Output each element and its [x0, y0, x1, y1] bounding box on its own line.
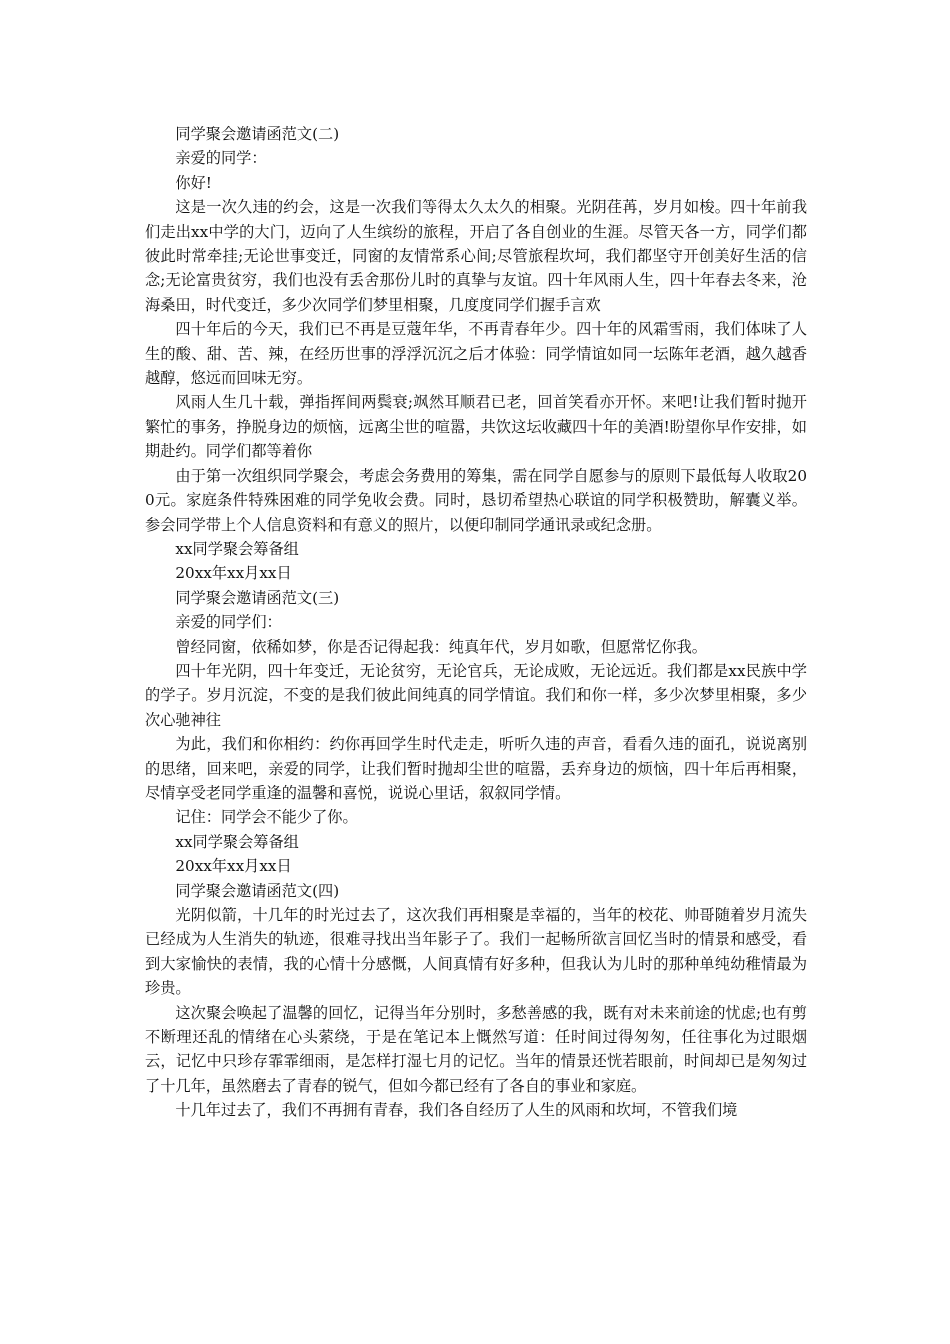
greeting: 你好!	[175, 173, 212, 192]
body-paragraph: 这次聚会唤起了温馨的回忆，记得当年分别时，多愁善感的我，既有对未来前途的忧虑;也有剪不断理还乱的情绪在心头萦绕，于是在笔记本上慨然写道：任时间过得匆匆，任往事化为过眼烟云，记忆中只珍存霏霏细雨，是怎样打湿七月的记忆。当年的情景还恍若眼前，时间却已是匆匆过了十几年，虽然磨去了青春的锐气，但如今都已经有了各自的事业和家庭。	[145, 1003, 807, 1095]
signature-organizer: xx同学聚会筹备组	[175, 832, 299, 851]
body-paragraph: 由于第一次组织同学聚会，考虑会务费用的筹集，需在同学自愿参与的原则下最低每人收取200元。家庭条件特殊困难的同学免收会费。同时，恳切希望热心联谊的同学积极赞助，解囊义举。参会同学带上个人信息资料和有意义的照片，以便印制同学通讯录或纪念册。	[145, 466, 807, 534]
body-paragraph: 曾经同窗，依稀如梦，你是否记得起我：纯真年代，岁月如歌，但愿常忆你我。	[175, 637, 707, 656]
document-body	[145, 122, 807, 1123]
body-paragraph: 十几年过去了，我们不再拥有青春，我们各自经历了人生的风雨和坎坷，不管我们境	[175, 1101, 738, 1120]
body-paragraph: 风雨人生几十载，弹指挥间两鬓衰;飒然耳顺君已老，回首笑看亦开怀。来吧!让我们暂时抛开繁忙的事务，挣脱身边的烦恼，远离尘世的喧嚣，共饮这坛收藏四十年的美酒!盼望你早作安排，如期赴约。同学们都等着你	[145, 393, 807, 461]
body-paragraph: 四十年后的今天，我们已不再是豆蔻年华，不再青春年少。四十年的风霜雪雨，我们体味了人生的酸、甜、苦、辣，在经历世事的浮浮沉沉之后才体验：同学情谊如同一坛陈年老酒，越久越香越醇，悠远而回味无穷。	[145, 320, 807, 388]
salutation: 亲爱的同学：	[175, 149, 267, 168]
signature-organizer: xx同学聚会筹备组	[175, 539, 299, 558]
signature-date: 20xx年xx月xx日	[175, 564, 292, 583]
section-heading: 同学聚会邀请函范文(四)	[175, 881, 340, 900]
salutation: 亲爱的同学们：	[175, 613, 282, 632]
body-paragraph: 记住：同学会不能少了你。	[175, 808, 358, 827]
section-heading: 同学聚会邀请函范文(三)	[175, 588, 340, 607]
section-heading: 同学聚会邀请函范文(二)	[175, 125, 340, 143]
body-paragraph: 为此，我们和你相约：约你再回学生时代走走，听听久违的声音，看看久违的面孔，说说离别的思绪，回来吧，亲爱的同学，让我们暂时抛却尘世的喧嚣，丢弃身边的烦恼，四十年后再相聚，尽情享受老同学重逢的温馨和喜悦，说说心里话，叙叙同学情。	[145, 735, 807, 802]
body-paragraph: 这是一次久违的约会，这是一次我们等得太久太久的相聚。光阴荏苒，岁月如梭。四十年前我们走出xx中学的大门，迈向了人生缤纷的旅程，开启了各自创业的生涯。尽管天各一方，同学们都彼此时常牵挂;无论世事变迁，同窗的友情常系心间;尽管旅程坎坷，我们都坚守开创美好生活的信念;无论富贵贫穷，我们也没有丢舍那份儿时的真挚与友谊。四十年风雨人生，四十年春去冬来，沧海桑田，时代变迁，多少次同学们梦里相聚，几度度同学们握手言欢	[145, 198, 807, 314]
body-paragraph: 四十年光阴，四十年变迁，无论贫穷，无论官兵，无论成败，无论远近。我们都是xx民族中学的学子。岁月沉淀，不变的是我们彼此间纯真的同学情谊。我们和你一样，多少次梦里相聚，多少次心驰神往	[145, 661, 807, 729]
signature-date: 20xx年xx月xx日	[175, 857, 292, 876]
body-paragraph: 光阴似箭，十几年的时光过去了，这次我们再相聚是幸福的，当年的校花、帅哥随着岁月流失已经成为人生消失的轨迹，很难寻找出当年影子了。我们一起畅所欲言回忆当时的情景和感受，看到大家愉快的表情，我的心情十分感慨，人间真情有好多种，但我认为儿时的那种单纯幼稚情最为珍贵。	[145, 906, 807, 998]
